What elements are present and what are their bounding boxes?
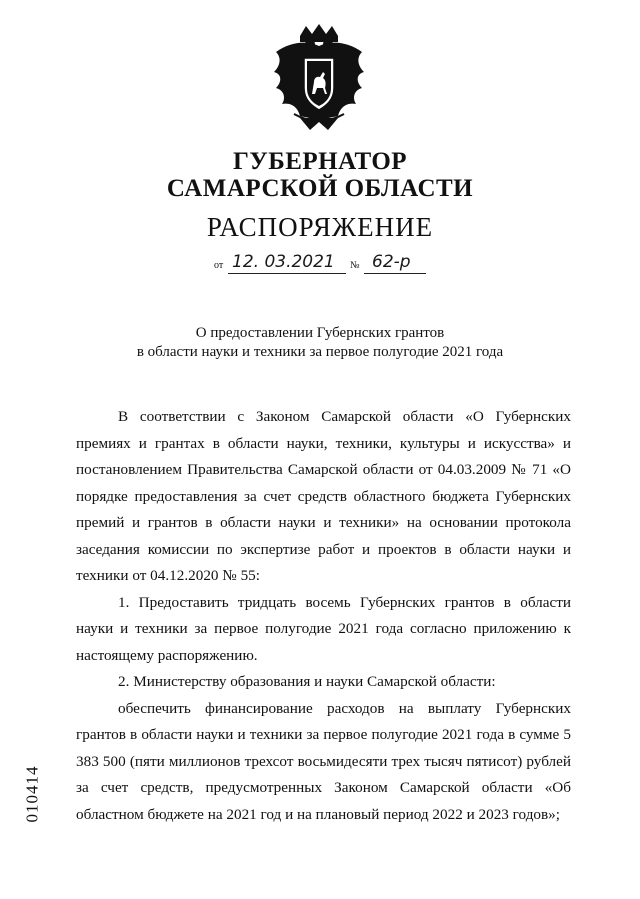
governor-title: ГУБЕРНАТОР bbox=[232, 148, 408, 175]
side-serial-number bbox=[22, 764, 42, 824]
date-underline bbox=[228, 273, 346, 274]
subject-line-1: О предоставлении Губернских грантов bbox=[195, 325, 445, 341]
paragraph-item-2-detail: обеспечить финансирование расходов на выплату Губернских грантов в области науки и техники за первое полугодие 2021 года в сумме 5 383 500 (пяти миллионов трехсот восьмидесяти трех тысяч пятисот) рублей за счет средств, предусмотренных Законом Самарской области «Об областном бюджете на 2021 год и на плановый период 2022 и 2023 годов»; bbox=[76, 699, 571, 823]
serial-number-text: 010414 bbox=[22, 765, 42, 823]
date-prefix: от bbox=[214, 260, 224, 271]
date-value: 12. 03.2021 bbox=[232, 252, 335, 272]
number-value: 62-р bbox=[372, 252, 411, 272]
region-title: САМАРСКОЙ ОБЛАСТИ bbox=[166, 175, 474, 202]
document-body bbox=[76, 404, 571, 828]
number-underline bbox=[364, 273, 426, 274]
date-number-line bbox=[214, 252, 444, 274]
document-type: РАСПОРЯЖЕНИЕ bbox=[206, 212, 434, 242]
paragraph-preamble: В соответствии с Законом Самарской области «О Губернских премиях и грантах в области науки, техники, культуры и искусства» и постановлением Правительства Самарской области от 04.03.2009 № 71 «О порядке предоставления за счет средств областного бюджета Губернских премий и грантов в области науки и техники» на основании протокола заседания комиссии по экспертизе работ и проектов в области науки и техники от 04.12.2020 № 55: bbox=[76, 408, 571, 584]
paragraph-item-2: 2. Министерству образования и науки Самарской области: bbox=[118, 673, 496, 690]
document-subject bbox=[0, 324, 640, 362]
paragraph-item-1: 1. Предоставить тридцать восемь Губернских грантов в области науки и техники за первое полугодие 2021 года согласно приложению к настоящему распоряжению. bbox=[76, 593, 571, 664]
coat-of-arms-icon bbox=[270, 22, 368, 134]
subject-line-2: в области науки и техники за первое полугодие 2021 года bbox=[136, 344, 504, 360]
number-prefix: № bbox=[350, 260, 360, 271]
